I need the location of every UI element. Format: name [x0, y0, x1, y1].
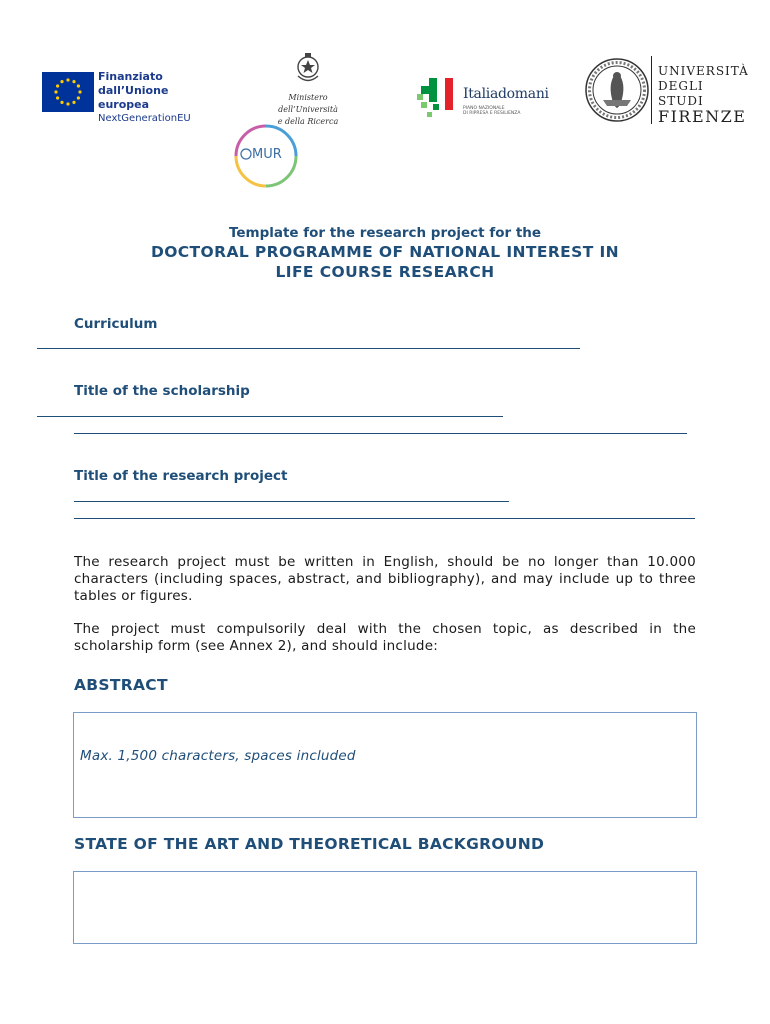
italiadomani-subtitle-2: DI RIPRESA E RESILIENZA	[463, 111, 521, 116]
mur-ring-icon	[230, 120, 302, 192]
eu-logo-text	[98, 70, 217, 126]
eu-logo-line1: Finanziato	[98, 70, 163, 83]
page-subtitle: Template for the research project for the	[228, 225, 542, 241]
page-title	[0, 242, 770, 282]
unifi-line3: FIRENZE	[658, 107, 747, 126]
scholarship-title-line-2[interactable]	[74, 433, 687, 434]
italiadomani-subtitle	[463, 106, 520, 116]
unifi-divider	[651, 56, 652, 124]
italian-emblem-icon	[294, 52, 322, 86]
project-title-line-2[interactable]	[74, 518, 695, 519]
eu-flag-icon	[42, 72, 94, 112]
italiadomani-name: Italiadomani	[463, 86, 549, 102]
mur-logo-text: MUR	[252, 147, 282, 162]
unifi-line2: DEGLI STUDI	[658, 79, 704, 108]
ministry-logo	[268, 52, 348, 126]
project-title-line-1[interactable]	[74, 501, 509, 502]
intro-paragraph-1: The research project must be written in English, should be no longer than 10.000 characters (including spaces, abstract, and bibliography), and may include up to three tables or figures.	[74, 554, 696, 604]
mur-logo	[230, 120, 302, 192]
eu-logo	[42, 68, 217, 124]
ministry-line1: Ministero dell’Università	[278, 93, 338, 114]
page-title-line2: LIFE COURSE RESEARCH	[275, 263, 495, 281]
unifi-logo-text	[658, 64, 749, 124]
unifi-line1: UNIVERSITÀ	[658, 64, 749, 78]
italiadomani-pixel-icon	[415, 74, 461, 120]
abstract-box[interactable]	[73, 712, 697, 818]
eu-logo-line2: dall’Unione europea	[98, 84, 169, 111]
unifi-logo	[583, 54, 748, 126]
abstract-hint: Max. 1,500 characters, spaces included	[80, 748, 356, 764]
ministry-line2: e della Ricerca	[277, 117, 339, 126]
page-title-line1: DOCTORAL PROGRAMME OF NATIONAL INTEREST IN	[150, 243, 620, 261]
scholarship-title-line-1[interactable]	[37, 416, 503, 417]
abstract-heading: ABSTRACT	[74, 676, 168, 694]
italiadomani-subtitle-1: PIANO NAZIONALE	[463, 106, 505, 111]
state-of-art-heading: STATE OF THE ART AND THEORETICAL BACKGROUND	[74, 835, 545, 853]
project-title-label: Title of the research project	[74, 468, 288, 484]
italiadomani-logo	[415, 74, 555, 120]
intro-paragraph-2: The project must compulsorily deal with the chosen topic, as described in the scholarship form (see Annex 2), and should include:	[74, 621, 696, 654]
curriculum-label: Curriculum	[74, 316, 158, 332]
scholarship-title-label: Title of the scholarship	[74, 383, 250, 399]
eu-logo-line3: NextGenerationEU	[98, 113, 191, 124]
eu-stars	[54, 78, 81, 105]
state-of-art-box[interactable]	[73, 871, 697, 944]
curriculum-line[interactable]	[37, 348, 580, 349]
unifi-seal-icon	[583, 54, 653, 126]
